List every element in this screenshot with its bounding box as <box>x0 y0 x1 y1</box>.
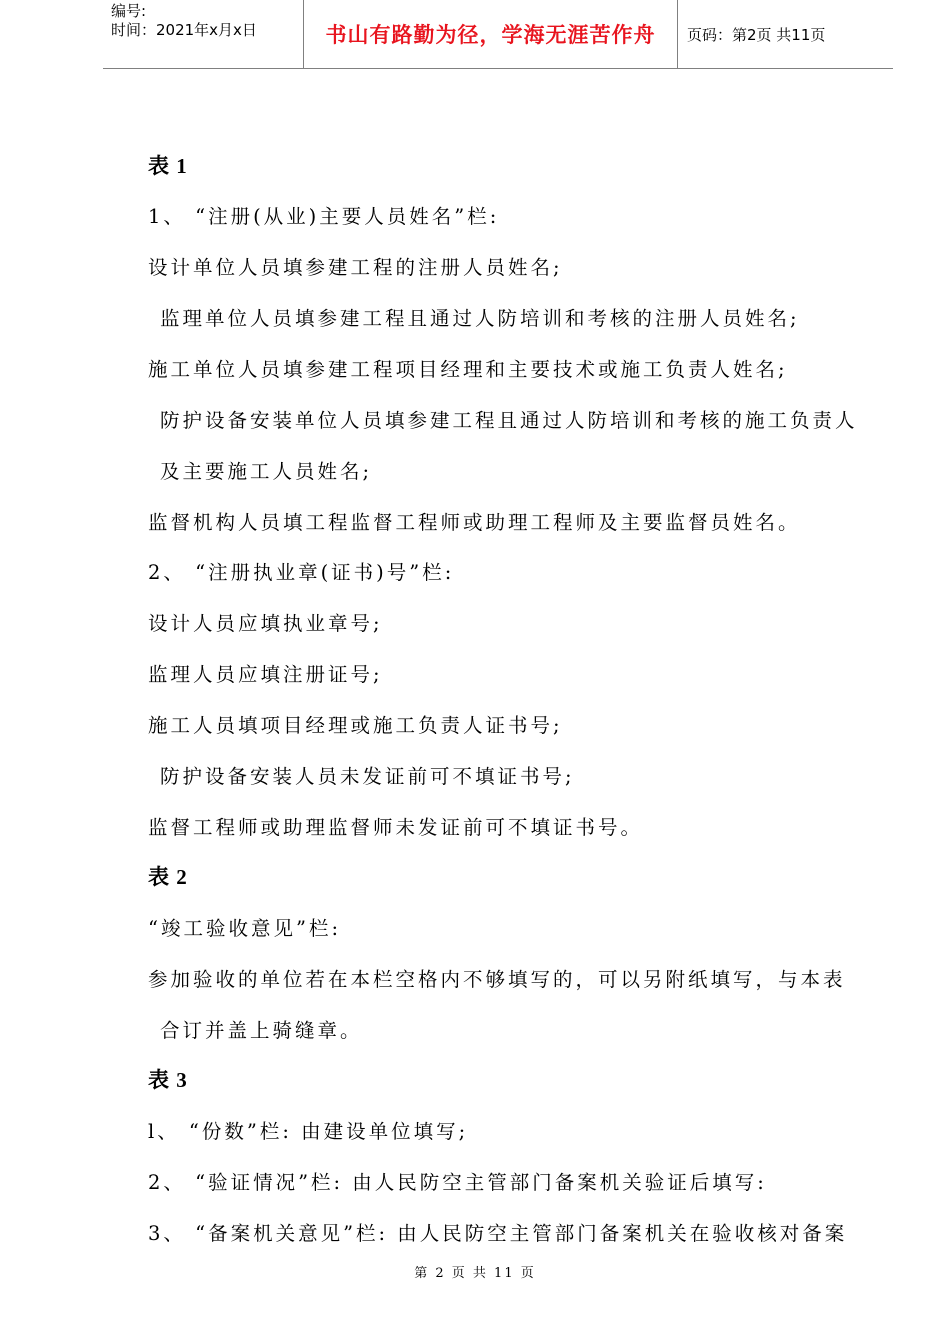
page-footer: 第 2 页 共 11 页 <box>414 1266 536 1281</box>
paragraph-line: 监理人员应填注册证号; <box>148 663 383 686</box>
paragraph-line: 2、 “验证情况”栏: 由人民防空主管部门备案机关验证后填写: <box>148 1171 767 1194</box>
paragraph-line: 施工人员填项目经理或施工负责人证书号; <box>148 714 563 737</box>
paragraph-line: “竣工验收意见”栏: <box>148 917 342 940</box>
paragraph-line: 2、 “注册执业章(证书)号”栏: <box>148 561 455 584</box>
header-page-cell <box>678 0 893 68</box>
paragraph-line: 监理单位人员填参建工程且通过人防培训和考核的注册人员姓名; <box>160 307 800 330</box>
paragraph-line: 监督工程师或助理监督师未发证前可不填证书号。 <box>148 816 644 839</box>
paragraph-line: 施工单位人员填参建工程项目经理和主要技术或施工负责人姓名; <box>148 358 788 381</box>
paragraph-line: 防护设备安装单位人员填参建工程且通过人防培训和考核的施工负责人 <box>160 409 858 432</box>
header-info-cell <box>103 0 304 68</box>
header-page-number: 页码：第2页 共11页 <box>687 25 826 44</box>
paragraph-line: 3、 “备案机关意见”栏: 由人民防空主管部门备案机关在验收核对备案 <box>148 1222 848 1245</box>
paragraph-line: 合订并盖上骑缝章。 <box>160 1019 363 1042</box>
paragraph-line: l、 “份数”栏: 由建设单位填写; <box>148 1120 469 1143</box>
paragraph-line: 设计人员应填执业章号; <box>148 612 383 635</box>
header-motto-cell <box>304 0 678 68</box>
paragraph-line: 1、 “注册(从业)主要人员姓名”栏: <box>148 205 500 228</box>
section-heading-table-2: 表 2 <box>148 865 188 889</box>
paragraph-line: 及主要施工人员姓名; <box>160 460 373 483</box>
paragraph-line: 设计单位人员填参建工程的注册人员姓名; <box>148 256 563 279</box>
document-number-label: 编号: <box>111 2 147 20</box>
paragraph-line: 防护设备安装人员未发证前可不填证书号; <box>160 765 575 788</box>
document-time-label: 时间：2021年x月x日 <box>111 21 257 39</box>
section-heading-table-1: 表 1 <box>148 154 188 178</box>
paragraph-line: 监督机构人员填工程监督工程师或助理工程师及主要监督员姓名。 <box>148 511 801 534</box>
header-motto: 书山有路勤为径，学海无涯苦作舟 <box>325 23 656 47</box>
paragraph-line: 参加验收的单位若在本栏空格内不够填写的，可以另附纸填写，与本表 <box>148 968 846 991</box>
page-header <box>103 0 893 69</box>
section-heading-table-3: 表 3 <box>148 1068 188 1092</box>
